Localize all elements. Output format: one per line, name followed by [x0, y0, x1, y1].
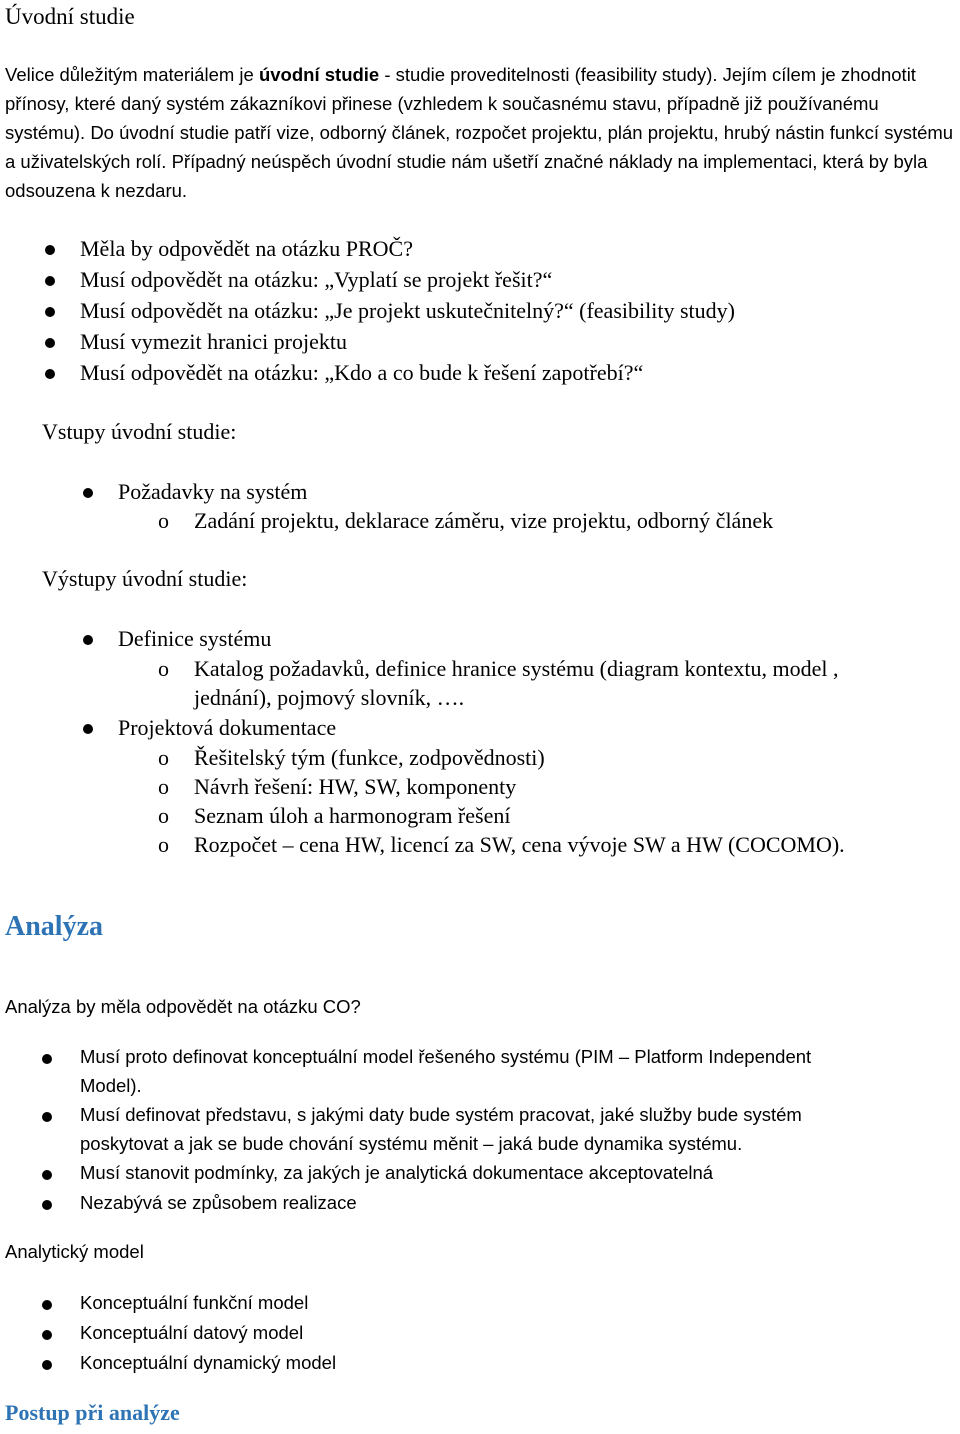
list-item: Musí proto definovat konceptuální model řešeného systému (PIM – Platform Independent: [80, 1046, 812, 1067]
bullet-icon: [45, 338, 55, 348]
bullet-icon: [42, 1170, 52, 1180]
sub-bullet-marker: o: [158, 656, 169, 681]
bullet-icon: [42, 1200, 52, 1210]
sub-bullet-marker: o: [158, 508, 169, 533]
list-item-continuation: poskytovat a jak se bude chování systému měnit – jaká bude dynamika systému.: [80, 1133, 743, 1154]
bullet-icon: [42, 1112, 52, 1122]
intro-paragraph: Velice důležitým materiálem je úvodní studie - studie proveditelnosti (feasibility study). Jejím cílem je zhodnotit přínosy, které daný systém zákazníkovi přinese (vzhledem k současnému stavu, případně již používanému systému). Do úvodní studie patří vize, odborný článek, rozpočet projektu, plán projektu, hrubý nástin funkcí systému a uživatelských rolí. Případný neúspěch úvodní studie nám ušetří značné náklady na implementaci, která by byla odsouzena k nezdaru.: [5, 64, 954, 201]
bullet-icon: [45, 276, 55, 286]
bullet-icon: [42, 1360, 52, 1370]
list-item-continuation: Model).: [80, 1075, 142, 1096]
bullet-icon: [45, 307, 55, 317]
section-heading-analyza: Analýza: [5, 911, 103, 942]
sub-list-item: Návrh řešení: HW, SW, komponenty: [194, 774, 517, 799]
list-item: Projektová dokumentace: [118, 715, 337, 740]
bullet-icon: [83, 488, 93, 498]
sub-bullet-marker: o: [158, 803, 169, 828]
sub-bullet-marker: o: [158, 832, 169, 857]
sub-list-item: Katalog požadavků, definice hranice systému (diagram kontextu, model ,: [194, 656, 839, 681]
list-item: Měla by odpovědět na otázku PROČ?: [80, 236, 413, 261]
sub-list-item-continuation: jednání), pojmový slovník, ….: [194, 685, 465, 710]
analyza-intro: Analýza by měla odpovědět na otázku CO?: [5, 996, 361, 1017]
analytic-model-heading: Analytický model: [5, 1241, 144, 1262]
list-item: Musí stanovit podmínky, za jakých je analytická dokumentace akceptovatelná: [80, 1162, 714, 1183]
list-item: Nezabývá se způsobem realizace: [80, 1192, 357, 1213]
sub-list-item: Rozpočet – cena HW, licencí za SW, cena vývoje SW a HW (COCOMO).: [194, 832, 845, 857]
list-item: Požadavky na systém: [118, 479, 308, 504]
bullet-icon: [42, 1054, 52, 1064]
outputs-heading: Výstupy úvodní studie:: [42, 566, 248, 591]
list-item: Musí odpovědět na otázku: „Kdo a co bude k řešení zapotřebí?“: [80, 360, 644, 385]
inputs-heading: Vstupy úvodní studie:: [42, 419, 237, 444]
bullet-icon: [42, 1330, 52, 1340]
list-item: Musí odpovědět na otázku: „Je projekt uskutečnitelný?“ (feasibility study): [80, 298, 735, 323]
bullet-icon: [45, 369, 55, 379]
bullet-icon: [42, 1300, 52, 1310]
sub-bullet-marker: o: [158, 774, 169, 799]
bullet-icon: [45, 245, 55, 255]
list-item: Konceptuální funkční model: [80, 1292, 309, 1313]
section-heading-postup: Postup při analýze: [5, 1400, 180, 1425]
list-item: Musí odpovědět na otázku: „Vyplatí se projekt řešit?“: [80, 267, 553, 292]
list-item: Konceptuální dynamický model: [80, 1352, 337, 1373]
sub-list-item: Zadání projektu, deklarace záměru, vize projektu, odborný článek: [194, 508, 774, 533]
sub-bullet-marker: o: [158, 745, 169, 770]
bullet-icon: [83, 724, 93, 734]
sub-list-item: Seznam úloh a harmonogram řešení: [194, 803, 511, 828]
section-heading-uvodni-studie: Úvodní studie: [5, 4, 135, 29]
list-item: Konceptuální datový model: [80, 1322, 304, 1343]
bullet-icon: [83, 635, 93, 645]
sub-list-item: Řešitelský tým (funkce, zodpovědnosti): [194, 745, 545, 770]
list-item: Definice systému: [118, 626, 272, 651]
list-item: Musí vymezit hranici projektu: [80, 329, 347, 354]
list-item: Musí definovat představu, s jakými daty bude systém pracovat, jaké služby bude systém: [80, 1104, 802, 1125]
